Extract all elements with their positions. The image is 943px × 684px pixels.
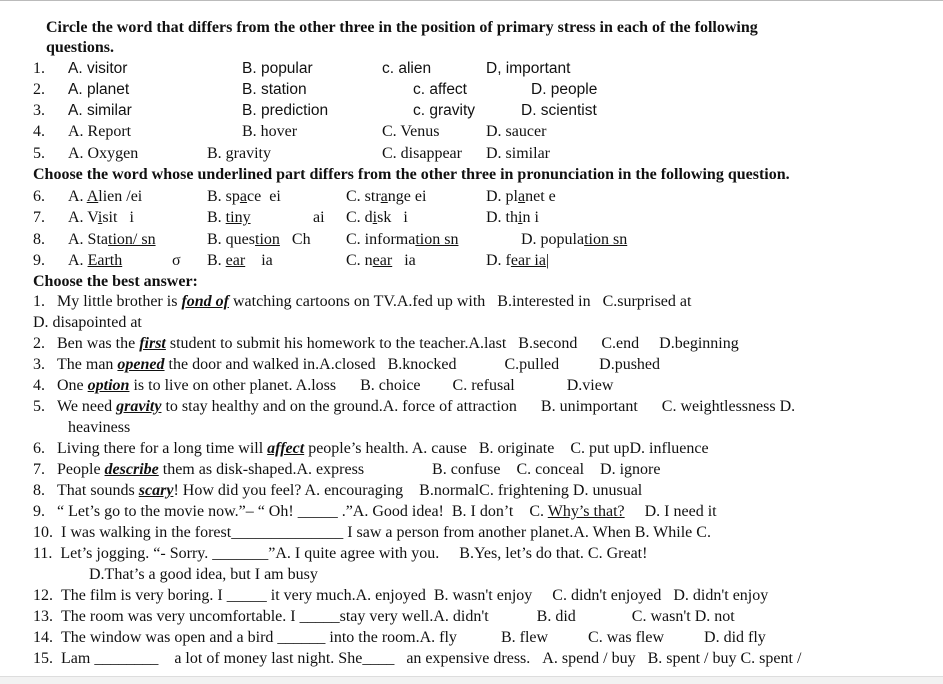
option-c: c. affect xyxy=(413,81,467,98)
option-c: C.end xyxy=(601,335,640,352)
option-prefix: D. th xyxy=(486,209,518,226)
key-word: opened xyxy=(117,356,165,373)
option-d: D. saucer xyxy=(486,123,547,140)
option-prefix: D. popula xyxy=(521,231,585,248)
question-number: 6. xyxy=(33,440,45,457)
question-text: ! How did you feel? A. encouraging xyxy=(173,482,404,499)
answer-blank[interactable]: _____ xyxy=(299,608,340,625)
option-b: B. prediction xyxy=(242,102,329,119)
option-d: D. similar xyxy=(486,145,550,162)
option-d: D.That’s a good idea, but I am busy xyxy=(89,566,318,583)
phonetic: σ xyxy=(172,252,181,269)
underlined-part: a xyxy=(380,188,388,205)
option-d xyxy=(486,208,539,228)
underlined-part: tiny xyxy=(225,209,251,226)
option-c: C. frightening xyxy=(479,482,569,499)
option-b: B. confuse xyxy=(432,461,501,478)
option-rest: n i xyxy=(522,209,539,226)
question-text: watching cartoons on TV.A.fed up with xyxy=(233,293,486,310)
option-b: B. unimportant xyxy=(540,398,638,415)
option-a xyxy=(68,230,156,250)
answer-blank[interactable]: ____ xyxy=(362,650,395,667)
question-text: the door and walked in.A.closed xyxy=(168,356,376,373)
question-number: 13. xyxy=(33,608,53,625)
option-a: A. spend / buy xyxy=(542,650,636,667)
question-text: stay very well.A. didn't xyxy=(339,608,489,625)
underlined-part: A xyxy=(86,188,99,205)
option-c: C. xyxy=(529,503,545,520)
underlined-part: ear ia xyxy=(510,252,546,269)
underlined-part: ear xyxy=(225,252,246,269)
option-d xyxy=(521,230,627,250)
answer-blank[interactable]: ______ xyxy=(277,629,326,646)
question-text: a lot of money last night. She xyxy=(174,650,363,667)
underlined-part: ear xyxy=(372,252,393,269)
question-number: 7. xyxy=(33,461,45,478)
option-a: A. similar xyxy=(68,102,132,119)
option-rest: net e xyxy=(525,188,556,205)
underlined-part: tion sn xyxy=(415,231,459,248)
option-c: C. spent / xyxy=(740,650,802,667)
option-b xyxy=(207,208,251,228)
option-c: C. weightlessness xyxy=(661,398,776,415)
mc-question-5 xyxy=(33,397,795,417)
key-word: describe xyxy=(104,461,159,478)
question-text: ”A. I quite agree with you. xyxy=(268,545,440,562)
question-number: 15. xyxy=(33,650,53,667)
option-prefix: C. informa xyxy=(346,231,416,248)
option-c: C. disappear xyxy=(382,145,462,162)
question-text: an expensive dress. xyxy=(406,650,531,667)
question-number: 14. xyxy=(33,629,53,646)
question-text: them as disk-shaped.A. express xyxy=(162,461,365,478)
mc-question-15 xyxy=(33,649,801,669)
key-word: first xyxy=(139,335,166,352)
mc-question-10 xyxy=(33,523,711,543)
pron-number: 6. xyxy=(33,188,45,205)
section-2-instruction: Choose the word whose underlined part differs from the other three in pronunciation in the following question. xyxy=(33,166,790,183)
mc-question-11 xyxy=(33,544,647,564)
stress-number: 3. xyxy=(33,102,45,119)
underlined-part: a xyxy=(518,188,526,205)
option-prefix: A. Sta xyxy=(68,231,108,248)
option-rest: sit xyxy=(102,209,118,226)
option-prefix: D. f xyxy=(486,252,511,269)
option-d: D. influence xyxy=(629,440,709,457)
option-b: B. popular xyxy=(242,60,313,77)
option-prefix: A. xyxy=(68,188,84,205)
question-number: 9. xyxy=(33,503,45,520)
question-text: student to submit his homework to the teacher.A.last xyxy=(169,335,507,352)
mc-question-7 xyxy=(33,460,660,480)
question-text: “ Let’s go to the movie now.”– “ Oh! xyxy=(57,503,294,520)
question-text: Living there for a long time will xyxy=(57,440,264,457)
stress-number: 4. xyxy=(33,123,45,140)
question-number: 10. xyxy=(33,524,53,541)
option-b: B. flew xyxy=(500,629,549,646)
option-c: C. put up xyxy=(570,440,630,457)
option-c: C.pulled xyxy=(504,356,560,373)
option-c: C.surprised at xyxy=(602,293,692,310)
underlined-part: tion xyxy=(255,231,280,248)
option-c: C. was flew xyxy=(588,629,665,646)
option-b: B. choice xyxy=(360,377,421,394)
option-d: D. I need it xyxy=(644,503,717,520)
question-text: My little brother is xyxy=(57,293,178,310)
pron-number: 7. xyxy=(33,209,45,226)
option-d: D. did fly xyxy=(704,629,766,646)
mc-question-1-cont xyxy=(33,313,142,333)
option-c: c. gravity xyxy=(413,102,476,119)
answer-blank[interactable]: ______________ xyxy=(231,524,344,541)
question-text: to stay healthy and on the ground.A. force of attraction xyxy=(165,398,517,415)
option-a: A. visitor xyxy=(68,60,128,77)
question-text: That sounds xyxy=(57,482,135,499)
option-b: B. did xyxy=(536,608,576,625)
option-a xyxy=(68,208,134,228)
key-word: scary xyxy=(138,482,174,499)
question-number: 2. xyxy=(33,335,45,352)
question-text: The room was very uncomfortable. I xyxy=(61,608,296,625)
underlined-part: i xyxy=(97,209,103,226)
option-c: C. Venus xyxy=(382,123,440,140)
mc-question-14 xyxy=(33,628,766,648)
option-d: D. ignore xyxy=(600,461,661,478)
question-text: into the room.A. fly xyxy=(329,629,457,646)
mc-question-4 xyxy=(33,376,613,396)
mc-question-8 xyxy=(33,481,642,501)
option-d: D. disapointed at xyxy=(33,314,142,331)
question-number: 12. xyxy=(33,587,53,604)
top-border xyxy=(0,0,943,7)
mc-question-13 xyxy=(33,607,735,627)
option-b: B. I don’t xyxy=(451,503,514,520)
option-rest: nge ei xyxy=(387,188,427,205)
option-b: B.Yes, let’s do that. xyxy=(459,545,584,562)
option-prefix: B. sp xyxy=(207,188,240,205)
mc-question-3 xyxy=(33,355,660,375)
question-text: .”A. Good idea! xyxy=(341,503,444,520)
option-prefix: C. d xyxy=(346,209,373,226)
option-b xyxy=(207,251,273,271)
option-d: D.pushed xyxy=(599,356,661,373)
option-d: D. didn't enjoy xyxy=(673,587,769,604)
phonetic: ia xyxy=(404,252,416,269)
question-number: 8. xyxy=(33,482,45,499)
section-1-instruction-cont: questions. xyxy=(46,39,115,56)
option-prefix: B. ques xyxy=(207,231,255,248)
option-d: D. fear ia| xyxy=(486,252,550,269)
option-d: D. people xyxy=(531,81,598,98)
question-text: I was walking in the forest xyxy=(61,524,232,541)
underlined-part: i xyxy=(372,209,378,226)
question-text: People xyxy=(57,461,101,478)
option-d: D.beginning xyxy=(659,335,739,352)
question-text: I saw a person from another planet.A. When B. While C. xyxy=(347,524,711,541)
question-text: Ben was the xyxy=(57,335,136,352)
option-b: B.interested in xyxy=(497,293,591,310)
option-prefix: C. str xyxy=(346,188,381,205)
option-c xyxy=(346,251,416,271)
phonetic: ei xyxy=(269,188,281,205)
question-number: 1. xyxy=(33,293,45,310)
option-b xyxy=(207,230,311,250)
option-c: c. alien xyxy=(382,60,432,77)
phonetic: i xyxy=(129,209,134,226)
pron-number: 8. xyxy=(33,231,45,248)
option-prefix: D. pl xyxy=(486,188,518,205)
mc-question-12 xyxy=(33,586,768,606)
option-rest: sk xyxy=(377,209,392,226)
option-b: B. station xyxy=(242,81,307,98)
option-b: B.second xyxy=(518,335,578,352)
option-b: B. gravity xyxy=(207,145,271,162)
option-prefix: A. xyxy=(68,252,84,269)
option-d: D. unusual xyxy=(572,482,643,499)
option-b: B. originate xyxy=(478,440,555,457)
stress-number: 1. xyxy=(33,60,45,77)
key-word: affect xyxy=(267,440,305,457)
question-text: We need xyxy=(57,398,113,415)
mc-question-9 xyxy=(33,502,717,522)
option-rest: ce xyxy=(247,188,262,205)
option-b: B.knocked xyxy=(387,356,457,373)
option-prefix: B. xyxy=(207,252,222,269)
section-1-instruction: Circle the word that differs from the other three in the position of primary stress in each of the following xyxy=(46,19,758,36)
option-d: D, important xyxy=(486,60,571,77)
option-prefix: B. xyxy=(207,209,222,226)
option-b: B.normal xyxy=(419,482,480,499)
answer-blank[interactable]: _____ xyxy=(297,503,338,520)
option-c xyxy=(346,187,426,207)
question-text: One xyxy=(57,377,84,394)
question-number: 4. xyxy=(33,377,45,394)
question-number: 5. xyxy=(33,398,45,415)
stress-number: 2. xyxy=(33,81,45,98)
underlined-part: a xyxy=(239,188,248,205)
question-text: it very much.A. enjoyed xyxy=(270,587,426,604)
question-text: The film is very boring. I xyxy=(61,587,223,604)
mc-question-2 xyxy=(33,334,739,354)
answer-blank[interactable]: ________ xyxy=(94,650,159,667)
question-text: The window was open and a bird xyxy=(61,629,274,646)
option-d: D. scientist xyxy=(521,102,597,119)
option-b: B. wasn't enjoy xyxy=(433,587,533,604)
option-a: A. planet xyxy=(68,81,130,98)
phonetic: ai xyxy=(313,209,325,226)
option-b: B. hover xyxy=(242,123,298,140)
key-word: fond of xyxy=(181,293,229,310)
section-3-instruction: Choose the best answer: xyxy=(33,273,198,290)
underlined-part: i xyxy=(518,209,523,226)
mc-question-6 xyxy=(33,439,709,459)
option-c: C. Great! xyxy=(587,545,648,562)
question-text: The man xyxy=(57,356,114,373)
underlined-part: Why’s that? xyxy=(547,503,625,520)
option-a xyxy=(68,187,142,207)
phonetic: i xyxy=(403,209,408,226)
pron-number: 9. xyxy=(33,252,45,269)
key-word: gravity xyxy=(116,398,162,415)
phonetic: Ch xyxy=(291,231,311,248)
key-word: option xyxy=(87,377,130,394)
mc-question-11-cont xyxy=(89,565,318,585)
phonetic: ia xyxy=(261,252,273,269)
question-text: Lam xyxy=(61,650,91,667)
option-b xyxy=(207,187,281,207)
underlined-part: tion sn xyxy=(584,231,628,248)
option-a xyxy=(68,251,122,271)
option-c xyxy=(346,230,458,250)
question-number: 11. xyxy=(33,545,53,562)
option-d: D.view xyxy=(566,377,614,394)
mc-question-5-cont xyxy=(68,418,130,438)
question-number: 3. xyxy=(33,356,45,373)
underlined-part: tion/ sn xyxy=(108,231,156,248)
mc-question-1 xyxy=(33,292,691,312)
option-prefix: A. V xyxy=(68,209,98,226)
option-c: C. wasn't xyxy=(631,608,691,625)
answer-blank[interactable]: _____ xyxy=(226,587,267,604)
option-c: C. conceal xyxy=(516,461,585,478)
option-d xyxy=(486,187,556,207)
option-c: C. refusal xyxy=(452,377,515,394)
option-a: A. Oxygen xyxy=(68,145,139,162)
option-b: B. spent / buy xyxy=(647,650,737,667)
option-a: A. Report xyxy=(68,123,132,140)
option-prefix: C. n xyxy=(346,252,373,269)
option-d: D. not xyxy=(694,608,735,625)
option-rest: lien /ei xyxy=(98,188,143,205)
stress-number: 5. xyxy=(33,145,45,162)
option-c: C. didn't enjoyed xyxy=(552,587,662,604)
underlined-part: Earth xyxy=(87,252,123,269)
question-text: is to live on other planet. A.loss xyxy=(133,377,337,394)
option-d: D. xyxy=(779,398,796,415)
option-c xyxy=(346,208,408,228)
option-d-text: heaviness xyxy=(68,419,131,436)
answer-blank[interactable]: _______ xyxy=(212,545,269,562)
question-text: people’s health. A. cause xyxy=(308,440,467,457)
question-text: Let’s jogging. “- Sorry. xyxy=(60,545,209,562)
